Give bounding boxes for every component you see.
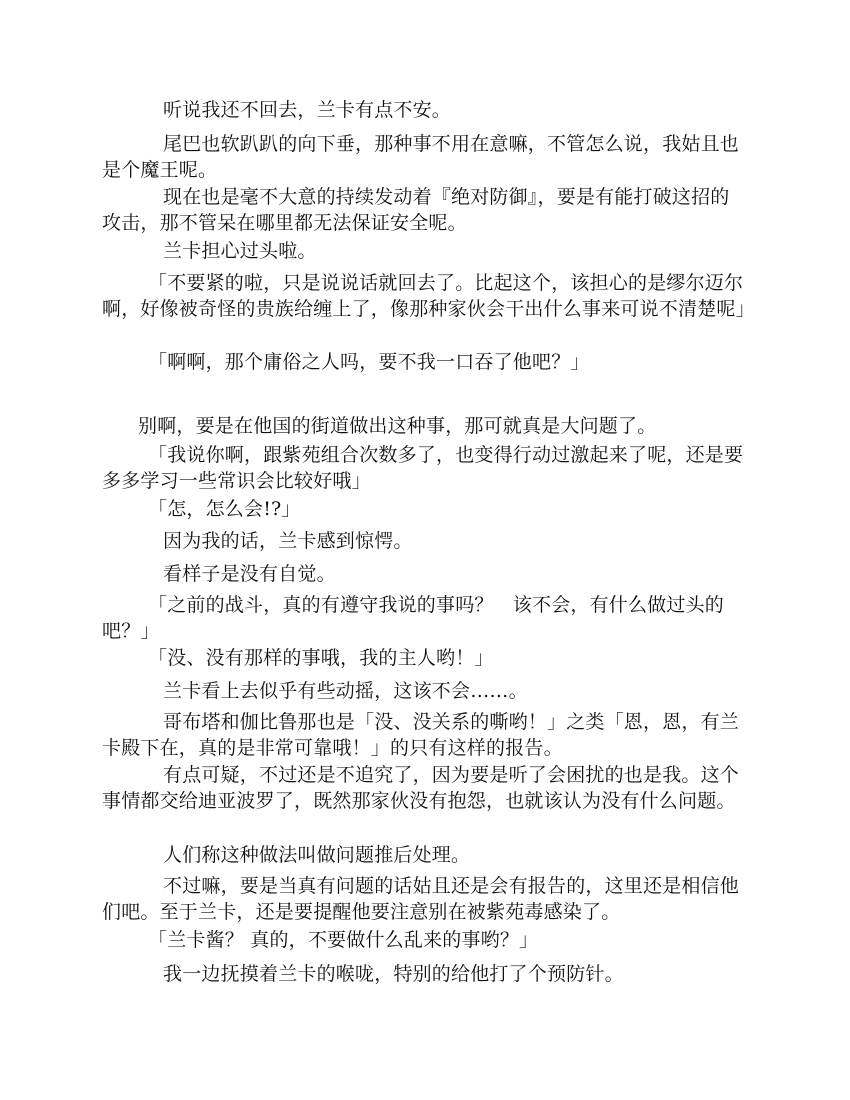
paragraph: 「不要紧的啦，只是说说话就回去了。比起这个，该担心的是缪尔迈尔啊，好像被奇怪的贵族给缠上了，像那种家伙会干出什么事来可说不清楚呢」 (102, 272, 755, 320)
paragraph: 兰卡担心过头啦。 (163, 240, 317, 262)
paragraph: 有点可疑，不过还是不追究了，因为要是听了会困扰的也是我。这个事情都交给迪亚波罗了，既然那家伙没有抱怨，也就该认为没有什么问题。 (102, 764, 740, 812)
paragraph: 因为我的话，兰卡感到惊愕。 (163, 530, 413, 552)
paragraph: 人们称这种做法叫做问题推后处理。 (163, 844, 471, 866)
paragraph: 我一边抚摸着兰卡的喉咙，特别的给他打了个预防针。 (163, 963, 624, 985)
paragraph: 「怎，怎么会!?」 (148, 498, 301, 520)
paragraph: 「之前的战斗，真的有遵守我说的事吗？ 该不会，有什么做过头的吧？」 (102, 594, 725, 642)
paragraph: 哥布塔和伽比鲁那也是「没、没关系的嘶哟！」之类「恩，恩，有兰卡殿下在，真的是非常可靠哦！」的只有这样的报告。 (102, 711, 740, 759)
paragraph: 「没、没有那样的事哦，我的主人哟！」 (148, 647, 494, 669)
paragraph: 尾巴也软趴趴的向下垂，那种事不用在意嘛，不管怎么说，我姑且也是个魔王呢。 (102, 133, 740, 181)
paragraph: 不过嘛，要是当真有问题的话姑且还是会有报告的，这里还是相信他们吧。至于兰卡，还是要提醒他要注意别在被紫苑毒感染了。 (102, 875, 740, 923)
paragraph: 「啊啊，那个庸俗之人吗，要不我一口吞了他吧？」 (148, 351, 590, 373)
paragraph: 兰卡看上去似乎有些动摇，这该不会……。 (163, 680, 528, 702)
paragraph: 现在也是毫不大意的持续发动着『绝对防御』，要是有能打破这招的攻击，那不管呆在哪里都无法保证安全呢。 (102, 186, 730, 234)
paragraph: 「我说你啊，跟紫苑组合次数多了，也变得行动过激起来了呢，还是要多多学习一些常识会比较好哦」 (102, 444, 744, 492)
paragraph: 听说我还不回去，兰卡有点不安。 (163, 99, 452, 121)
paragraph: 别啊，要是在他国的街道做出这种事，那可就真是大问题了。 (138, 415, 657, 437)
paragraph: 「兰卡酱？ 真的，不要做什么乱来的事哟？」 (148, 929, 539, 951)
paragraph: 看样子是没有自觉。 (163, 563, 336, 585)
